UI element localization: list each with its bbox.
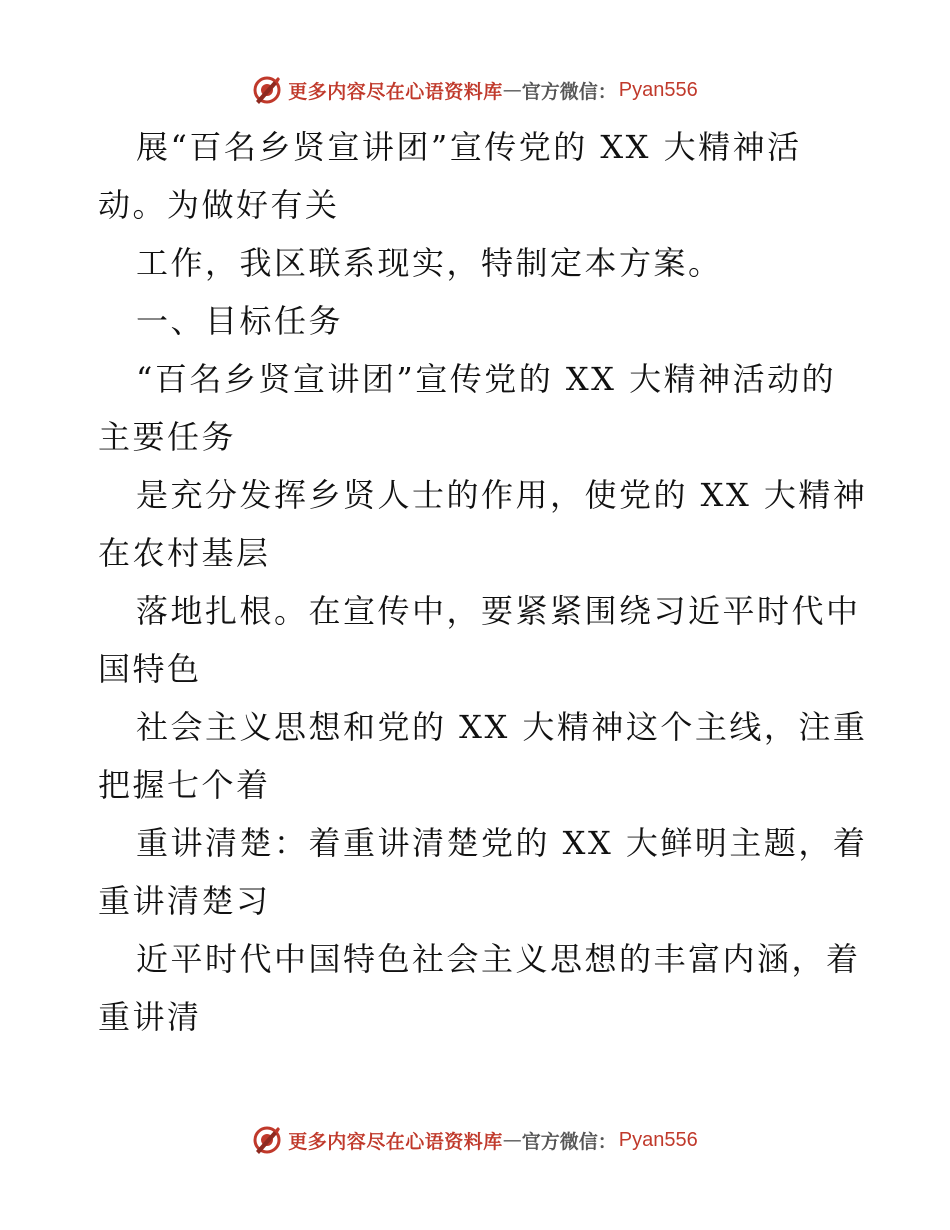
footer-separator: — — [502, 1129, 522, 1151]
body-line: 社会主义思想和党的 XX 大精神这个主线，注重 — [136, 708, 868, 746]
header-wechat-label: 官方微信： — [521, 80, 617, 103]
document-body — [98, 118, 868, 1046]
body-line: 重讲清楚：着重讲清楚党的 XX 大鲜明主题，着 — [136, 824, 868, 862]
body-line: 在农村基层 — [98, 534, 271, 572]
body-line: “百名乡贤宣讲团”宣传党的 XX 大精神活动的 — [136, 360, 837, 398]
header-wechat-id: Pyan556 — [618, 78, 698, 101]
section-heading: 一、目标任务 — [136, 302, 344, 340]
pen-circle-logo-icon — [252, 75, 282, 105]
body-line: 落地扎根。在宣传中，要紧紧围绕习近平时代中 — [136, 592, 861, 630]
body-line: 展“百名乡贤宣讲团”宣传党的 XX 大精神活 — [136, 128, 802, 166]
body-line: 国特色 — [98, 650, 202, 688]
body-line: 把握七个着 — [98, 766, 271, 804]
header-brand-text: 更多内容尽在心语资料库 — [288, 80, 503, 103]
body-line: 是充分发挥乡贤人士的作用，使党的 XX 大精神 — [136, 476, 868, 514]
pen-circle-logo-icon — [252, 1125, 282, 1155]
header-banner — [0, 72, 950, 108]
body-line: 动。为做好有关 — [98, 186, 340, 224]
body-line: 工作，我区联系现实，特制定本方案。 — [136, 244, 723, 282]
header-separator: — — [502, 79, 522, 101]
body-line: 重讲清 — [98, 998, 202, 1036]
footer-wechat-label: 官方微信： — [521, 1130, 617, 1153]
body-line: 重讲清楚习 — [98, 882, 271, 920]
body-line: 近平时代中国特色社会主义思想的丰富内涵，着 — [136, 940, 861, 978]
footer-banner — [0, 1122, 950, 1158]
footer-brand-text: 更多内容尽在心语资料库 — [288, 1130, 503, 1153]
footer-wechat-id: Pyan556 — [618, 1128, 698, 1151]
body-line: 主要任务 — [98, 418, 237, 456]
